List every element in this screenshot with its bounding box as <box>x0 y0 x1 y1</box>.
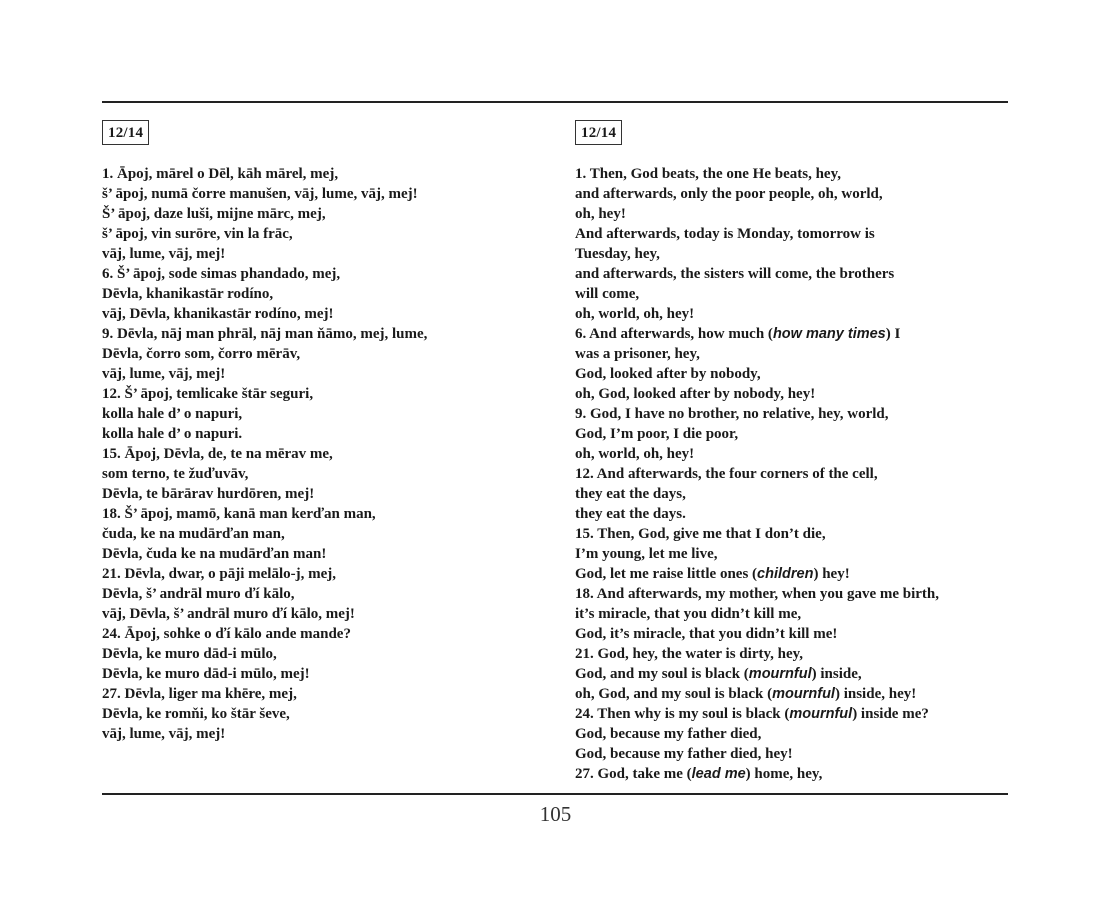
translation-line <box>575 304 939 324</box>
line-segment: 12. And afterwards, the four corners of the cell, <box>575 466 878 482</box>
verse-line: vāj, lume, vāj, mej! <box>102 366 226 382</box>
translation-line <box>575 204 939 224</box>
line-segment: God, I’m poor, I die poor, <box>575 426 739 442</box>
translation-line <box>575 584 939 604</box>
line-segment: oh, God, looked after by nobody, hey! <box>575 386 816 402</box>
line-segment: I’m young, let me live, <box>575 546 718 562</box>
gloss-italic: mournful <box>772 686 835 702</box>
verse-line: 24. Āpoj, sohke o ďí kālo ande mande? <box>102 626 351 642</box>
verse-line: som terno, te žuďuvāv, <box>102 466 249 482</box>
line-segment: ) inside me? <box>852 706 929 722</box>
line-segment: 27. God, take me ( <box>575 766 692 782</box>
romani-text-column <box>102 120 427 744</box>
translation-line <box>575 444 939 464</box>
line-segment: And afterwards, today is Monday, tomorrow is <box>575 226 875 242</box>
song-id-box: 12/14 <box>575 120 622 145</box>
verse-line: Dēvla, ke muro dād-i mūlo, mej! <box>102 666 310 682</box>
line-segment: 6. And afterwards, how much ( <box>575 326 773 342</box>
verse-line: š’ āpoj, numā čorre manušen, vāj, lume, vāj, mej! <box>102 186 418 202</box>
page-number: 105 <box>539 802 572 826</box>
verse-line: vāj, Dēvla, š’ andrāl muro ďí kālo, mej! <box>102 606 355 622</box>
verse-line: Dēvla, ke romňi, ko štār ševe, <box>102 706 290 722</box>
line-segment: oh, world, oh, hey! <box>575 446 695 462</box>
line-segment: God, because my father died, <box>575 726 762 742</box>
line-segment: 18. And afterwards, my mother, when you gave me birth, <box>575 586 940 602</box>
translation-line <box>575 664 939 684</box>
gloss-italic: mournful <box>789 706 853 722</box>
verse-line: vāj, Dēvla, khanikastār rodíno, mej! <box>102 306 334 322</box>
translation-line <box>575 284 939 304</box>
translation-line <box>575 544 939 564</box>
line-segment: it’s miracle, that you didn’t kill me, <box>575 606 802 622</box>
translation-line <box>575 384 939 404</box>
translation-line <box>575 744 939 764</box>
song-id-box: 12/14 <box>102 120 149 145</box>
translation-line <box>575 504 939 524</box>
verse-line: 18. Š’ āpoj, mamō, kanā man kerďan man, <box>102 506 376 522</box>
translation-line <box>575 324 939 344</box>
verse-line: 21. Dēvla, dwar, o pāji melālo-j, mej, <box>102 566 336 582</box>
line-segment: ) hey! <box>813 566 850 582</box>
translation-line <box>575 604 939 624</box>
line-segment: Tuesday, hey, <box>575 246 660 262</box>
line-segment: and afterwards, the sisters will come, the brothers <box>575 266 895 282</box>
verse-line: 12. Š’ āpoj, temlicake štār seguri, <box>102 386 314 402</box>
verse-line: vāj, lume, vāj, mej! <box>102 246 226 262</box>
line-segment: God, let me raise little ones ( <box>575 566 758 582</box>
verse-line: 15. Āpoj, Dēvla, de, te na mērav me, <box>102 446 333 462</box>
translation-line <box>575 484 939 504</box>
verse-line: Dēvla, čorro som, čorro mērāv, <box>102 346 301 362</box>
line-segment: 1. Then, God beats, the one He beats, hey, <box>575 166 841 182</box>
translation-line <box>575 624 939 644</box>
verse-line: 27. Dēvla, liger ma khēre, mej, <box>102 686 297 702</box>
translation-line <box>575 424 939 444</box>
translation-line <box>575 224 939 244</box>
translation-line <box>575 704 939 724</box>
verse-line: 6. Š’ āpoj, sode simas phandado, mej, <box>102 266 341 282</box>
verse-line: 1. Āpoj, mārel o Dēl, kāh mārel, mej, <box>102 166 339 182</box>
verse-line: kolla hale d’ o napuri. <box>102 426 243 442</box>
line-segment: oh, hey! <box>575 206 626 222</box>
line-segment: they eat the days, <box>575 486 686 502</box>
translation-line <box>575 524 939 544</box>
verse-line: Dēvla, khanikastār rodíno, <box>102 286 274 302</box>
line-segment: they eat the days. <box>575 506 686 522</box>
translation-line <box>575 184 939 204</box>
line-segment: 21. God, hey, the water is dirty, hey, <box>575 646 804 662</box>
line-segment: ) I <box>885 326 901 342</box>
gloss-italic: lead me <box>691 766 746 782</box>
translation-line <box>575 344 939 364</box>
line-segment: God, because my father died, hey! <box>575 746 793 762</box>
verse-line: čuda, ke na mudārďan man, <box>102 526 285 542</box>
translation-line <box>575 644 939 664</box>
translation-line <box>575 264 939 284</box>
line-segment: God, looked after by nobody, <box>575 366 761 382</box>
verse-line: vāj, lume, vāj, mej! <box>102 726 226 742</box>
line-segment: ) inside, <box>811 666 862 682</box>
line-segment: ) home, hey, <box>745 766 823 782</box>
line-segment: oh, world, oh, hey! <box>575 306 695 322</box>
translation-line <box>575 464 939 484</box>
translation-line <box>575 764 939 784</box>
english-translation-column <box>575 120 939 784</box>
gloss-italic: mournful <box>748 666 812 682</box>
translation-line <box>575 404 939 424</box>
translation-line <box>575 164 939 184</box>
verse-line: 9. Dēvla, nāj man phrāl, nāj man ňāmo, mej, lume, <box>102 326 428 342</box>
line-segment: 9. God, I have no brother, no relative, hey, world, <box>575 406 889 422</box>
translation-line <box>575 684 939 704</box>
verse-line: Dēvla, ke muro dād-i mūlo, <box>102 646 277 662</box>
english-lines <box>575 164 939 784</box>
line-segment: was a prisoner, hey, <box>575 346 700 362</box>
line-segment: God, and my soul is black ( <box>575 666 749 682</box>
line-segment: 24. Then why is my soul is black ( <box>575 706 790 722</box>
line-segment: ) inside, hey! <box>834 686 917 702</box>
line-segment: and afterwards, only the poor people, oh, world, <box>575 186 883 202</box>
gloss-italic: children <box>757 566 814 582</box>
translation-line <box>575 564 939 584</box>
line-segment: oh, God, and my soul is black ( <box>575 686 773 702</box>
verse-line: Š’ āpoj, daze luši, mijne mārc, mej, <box>102 206 326 222</box>
gloss-italic: how many times <box>772 326 886 342</box>
line-segment: 15. Then, God, give me that I don’t die, <box>575 526 826 542</box>
line-segment: God, it’s miracle, that you didn’t kill me! <box>575 626 838 642</box>
verse-line: Dēvla, te bārārav hurdōren, mej! <box>102 486 315 502</box>
verse-line: kolla hale d’ o napuri, <box>102 406 243 422</box>
top-rule <box>102 101 1008 103</box>
bottom-rule <box>102 793 1008 795</box>
translation-line <box>575 724 939 744</box>
verse-line: Dēvla, čuda ke na mudārďan man! <box>102 546 327 562</box>
line-segment: will come, <box>575 286 640 302</box>
verse-line: Dēvla, š’ andrāl muro ďí kālo, <box>102 586 295 602</box>
translation-line <box>575 364 939 384</box>
translation-line <box>575 244 939 264</box>
verse-line: š’ āpoj, vin surōre, vin la frāc, <box>102 226 293 242</box>
romani-lines <box>102 164 427 744</box>
